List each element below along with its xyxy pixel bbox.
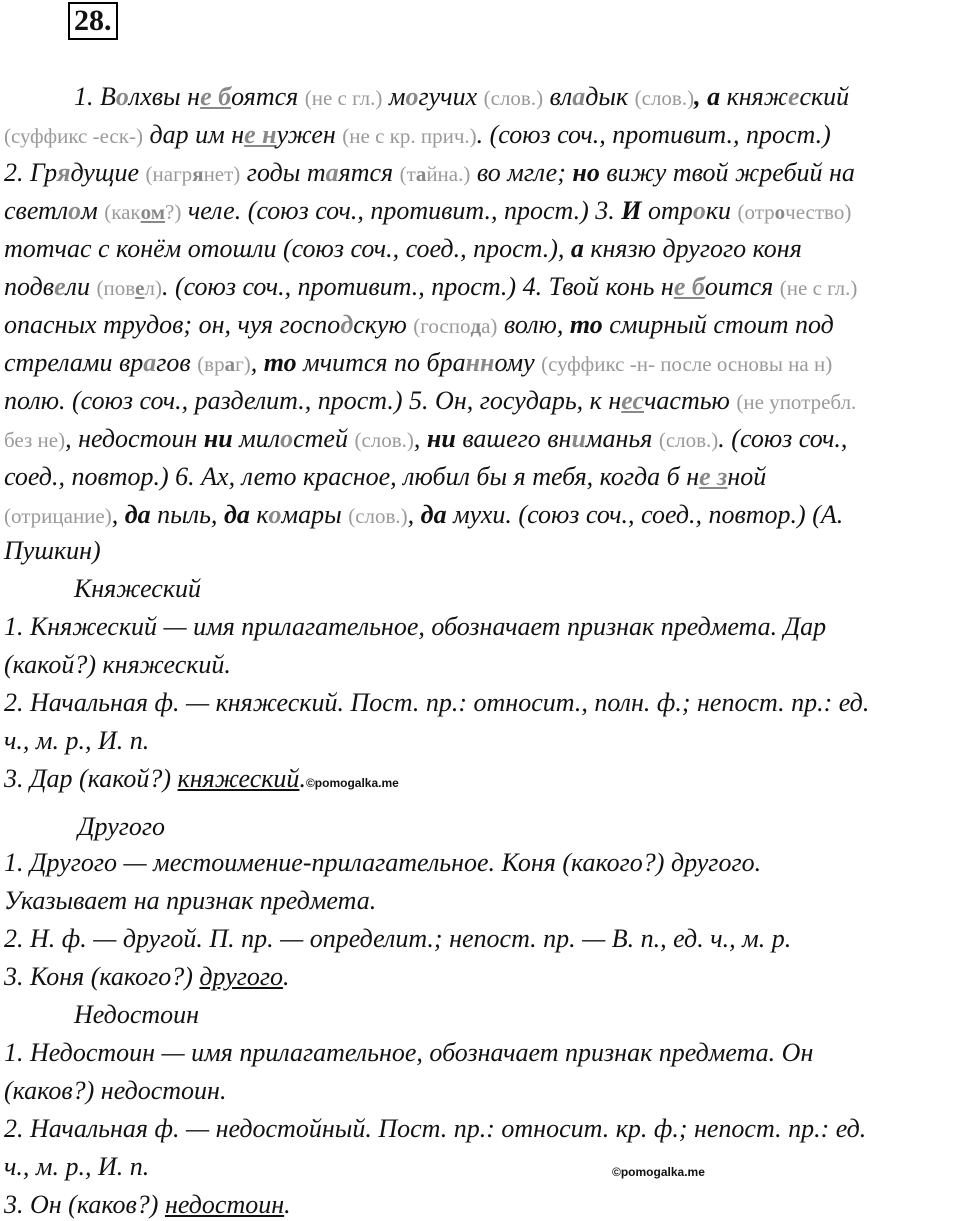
text-line-11: соед., повтор.) 6. Ах, лето красное, любил бы я тебя, когда б не зной [4,462,767,491]
text-line-2: (суффикс -еск-) дар им не нужен (не с кр. прич.). (союз соч., противит., прост.) [4,120,831,149]
text-line-13: Пушкин) [4,536,101,565]
section-2-line-2: Указывает на признак предмета. [4,886,377,915]
underlined-word: недостоин [164,1190,285,1219]
section-3-line-2: (каков?) недостоин. [4,1076,227,1105]
text-line-7: опасных трудов; он, чуя господскую (господа) волю, то смирный стоит под [4,310,834,339]
section-1-line-1: 1. Княжеский — имя прилагательное, обозначает признак предмета. Дар [4,612,827,641]
underlined-word: княжеский [177,764,300,793]
section-heading-drugogo: Другого [78,812,166,841]
section-1-line-4: ч., м. р., И. п. [4,726,150,755]
text-line-8: стрелами врагов (враг), то мчится по бранному (суффикс -н- после основы на н) [4,348,833,377]
section-2-line-1: 1. Другого — местоимение-прилагательное. Коня (какого?) другого. [4,848,762,877]
text-line-10: без не), недостоин ни милостей (слов.), ни вашего вниманья (слов.). (союз соч., [4,424,848,453]
exercise-number: 28. [68,2,118,40]
section-1-line-5: 3. Дар (какой?) княжеский.©pomogalka.me [4,764,399,793]
watermark-bottom: ©pomogalka.me [612,1165,705,1179]
text-line-4: светлом (каком?) челе. (союз соч., противит., прост.) 3. И отроки (отрочество) [4,196,852,225]
text-line-1: 1. Волхвы не боятся (не с гл.) могучих (слов.) владык (слов.), а княжеский [74,82,850,111]
watermark: ©pomogalka.me [305,776,399,790]
section-heading-nedostoin: Недостоин [74,1000,200,1029]
text-line-3: 2. Грядущие (нагрянет) годы таятся (тайна.) во мгле; но вижу твой жребий на [4,158,855,187]
text-line-5: тотчас с конём отошли (союз соч., соед., прост.), а князю другого коня [4,234,802,263]
section-2-line-4: 3. Коня (какого?) другого. [4,962,290,991]
section-1-line-2: (какой?) княжеский. [4,650,231,679]
section-2-line-3: 2. Н. ф. — другой. П. пр. — определит.; непост. пр. — В. п., ед. ч., м. р. [4,924,792,953]
section-3-line-3: 2. Начальная ф. — недостойный. Пост. пр.: относит. кр. ф.; непост. пр.: ед. [4,1114,867,1143]
text-line-12: (отрицание), да пыль, да комары (слов.), да мухи. (союз соч., соед., повтор.) (А. [4,500,844,529]
section-1-line-3: 2. Начальная ф. — княжеский. Пост. пр.: относит., полн. ф.; непост. пр.: ед. [4,688,870,717]
section-3-line-4: ч., м. р., И. п. [4,1152,150,1181]
text-line-6: подвели (повел). (союз соч., противит., прост.) 4. Твой конь не боится (не с гл.) [4,272,858,301]
section-3-line-5: 3. Он (каков?) недостоин. [4,1190,291,1219]
section-3-line-1: 1. Недостоин — имя прилагательное, обозначает признак предмета. Он [4,1038,814,1067]
underlined-word: другого [199,962,284,991]
text-line-9: полю. (союз соч., разделит., прост.) 5. Он, государь, к несчастью (не употребл. [4,386,857,415]
section-heading-kniazheskii: Княжеский [74,574,201,603]
